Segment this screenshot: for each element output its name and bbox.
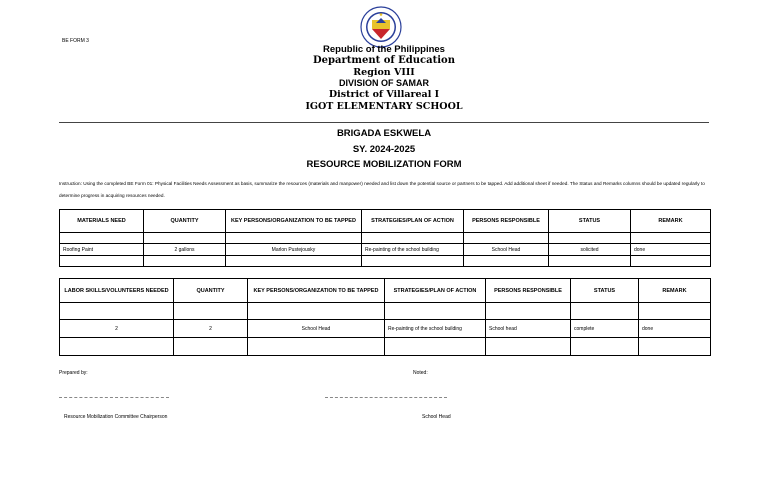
table-row: [60, 320, 711, 338]
header-region: Region VIII: [353, 67, 415, 78]
cell-responsible[interactable]: School head: [486, 320, 571, 338]
school-year: SY. 2024-2025: [352, 144, 416, 155]
table-row: [60, 244, 711, 256]
col-header-labor-skills: LABOR SKILLS/VOLUNTEERS NEEDED: [60, 279, 174, 303]
col-header-quantity: QUANTITY: [174, 279, 248, 303]
form-title: RESOURCE MOBILIZATION FORM: [306, 159, 462, 170]
program-title: BRIGADA ESKWELA: [336, 128, 432, 139]
deped-seal-logo: [360, 6, 402, 48]
form-code: BE FORM 3: [62, 38, 89, 44]
col-header-remark: REMARK: [639, 279, 711, 303]
col-header-key-persons: KEY PERSONS/ORGANIZATION TO BE TAPPED: [248, 279, 385, 303]
col-header-materials-need: MATERIALS NEED: [60, 210, 144, 233]
col-header-status: STATUS: [549, 210, 631, 233]
cell-key-person[interactable]: School Head: [248, 320, 385, 338]
materials-table: [59, 209, 711, 267]
col-header-quantity: QUANTITY: [144, 210, 226, 233]
cell-strategy[interactable]: Re-painting of the school building: [385, 320, 486, 338]
noted-signature-line: [325, 397, 447, 398]
cell-remark[interactable]: done: [639, 320, 711, 338]
prepared-signature-line: [59, 397, 169, 398]
cell-quantity[interactable]: 2 gallons: [144, 244, 226, 256]
cell-remark[interactable]: done: [631, 244, 711, 256]
table-row: [60, 233, 711, 244]
col-header-persons-responsible: PERSONS RESPONSIBLE: [486, 279, 571, 303]
header-division: DIVISION OF SAMAR: [338, 78, 429, 88]
prepared-by-label: Prepared by:: [59, 370, 88, 376]
noted-role: School Head: [422, 414, 451, 420]
labor-header-row: [60, 279, 711, 303]
table-row: [60, 338, 711, 356]
cell-responsible[interactable]: School Head: [464, 244, 549, 256]
cell-labor[interactable]: 2: [60, 320, 174, 338]
cell-strategy[interactable]: Re-painting of the school building: [362, 244, 464, 256]
col-header-strategies: STRATEGIES/PLAN OF ACTION: [362, 210, 464, 233]
header-department: Department of Education: [313, 55, 455, 66]
prepared-role: Resource Mobilization Committee Chairperson: [64, 414, 168, 420]
table-row: [60, 303, 711, 320]
header-district: District of Villareal I: [328, 89, 440, 100]
cell-material[interactable]: Roofing Paint: [60, 244, 144, 256]
labor-table: [59, 278, 711, 356]
materials-header-row: [60, 210, 711, 233]
col-header-status: STATUS: [571, 279, 639, 303]
header-divider: [59, 122, 709, 123]
cell-key-person[interactable]: Marlon Pustejousky: [226, 244, 362, 256]
instruction-text: Instruction: Using the completed BE Form 01: Physical Facilities Needs Assessment as basis, summarize the resources (materials and manpower) needed and list down the potential source or partners to be tapped. Add additional sheet if needed. The Status and Remarks columns should be updated regularly to determine progress in acquiring resources needed.: [59, 181, 705, 198]
cell-status[interactable]: complete: [571, 320, 639, 338]
table-row: [60, 256, 711, 267]
cell-status[interactable]: solicited: [549, 244, 631, 256]
header-school: IGOT ELEMENTARY SCHOOL: [305, 101, 463, 112]
col-header-remark: REMARK: [631, 210, 711, 233]
col-header-strategies: STRATEGIES/PLAN OF ACTION: [385, 279, 486, 303]
col-header-key-persons: KEY PERSONS/ORGANIZATION TO BE TAPPED: [226, 210, 362, 233]
col-header-persons-responsible: PERSONS RESPONSIBLE: [464, 210, 549, 233]
noted-label: Noted:: [413, 370, 428, 376]
header-republic: Republic of the Philippines: [323, 44, 445, 55]
cell-quantity[interactable]: 2: [174, 320, 248, 338]
